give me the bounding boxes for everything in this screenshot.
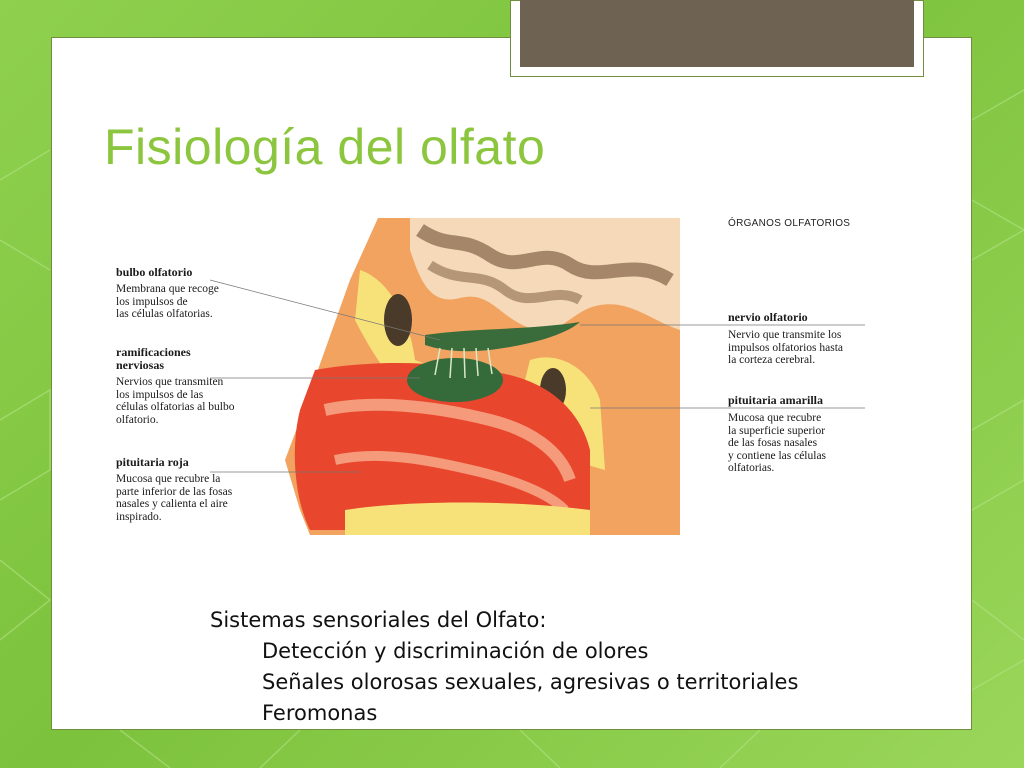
slide-body — [210, 605, 798, 729]
header-tab — [520, 0, 914, 67]
olfactory-organs-figure — [110, 210, 870, 545]
body-heading: Sistemas sensoriales del Olfato: — [210, 608, 547, 632]
desc-ramificaciones-nerviosas: Nervios que transmiten los impulsos de las células olfatorias al bulbo olfatorio. — [116, 376, 235, 426]
desc-pituitaria-roja: Mucosa que recubre la parte inferior de las fosas nasales y calienta el aire inspirado. — [116, 473, 233, 523]
desc-pituitaria-amarilla: Mucosa que recubre la superficie superior de las fosas nasales y contiene las células olfatorias. — [728, 412, 827, 474]
label-bulbo-olfatorio: bulbo olfatorio — [116, 265, 193, 279]
body-item: Señales olorosas sexuales, agresivas o territoriales — [262, 670, 799, 694]
figure-heading: ÓRGANOS OLFATORIOS — [728, 218, 851, 229]
body-item: Feromonas — [262, 701, 378, 725]
body-item: Detección y discriminación de olores — [262, 639, 649, 663]
label-pituitaria-roja: pituitaria roja — [116, 455, 189, 469]
label-pituitaria-amarilla: pituitaria amarilla — [728, 393, 823, 407]
desc-nervio-olfatorio: Nervio que transmite los impulsos olfatorios hasta la corteza cerebral. — [728, 329, 843, 366]
slide-title: Fisiología del olfato — [104, 119, 546, 175]
label-ramificaciones-nerviosas: ramificaciones nerviosas — [116, 345, 191, 372]
desc-bulbo-olfatorio: Membrana que recoge los impulsos de las células olfatorias. — [116, 283, 219, 320]
label-nervio-olfatorio: nervio olfatorio — [728, 310, 808, 324]
